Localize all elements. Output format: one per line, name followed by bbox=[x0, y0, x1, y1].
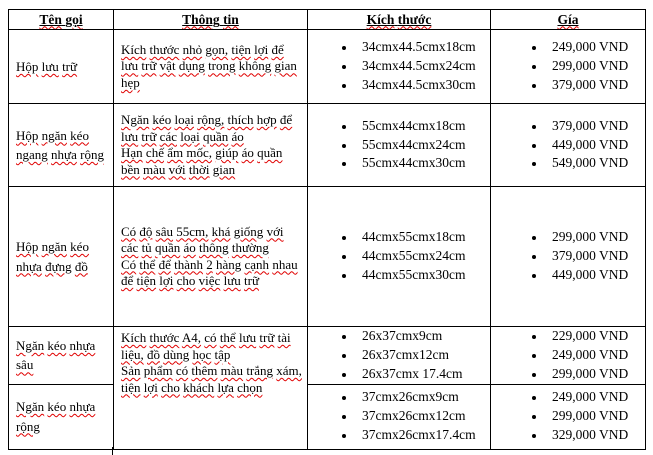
size-item: • 26x37cmx 17.4cm bbox=[356, 365, 490, 384]
size-item: • 34cmx44.5cmx18cm bbox=[356, 38, 490, 57]
product-info bbox=[114, 30, 308, 104]
price-item: • 379,000 VND bbox=[546, 76, 645, 95]
column-header-size: Kích thước bbox=[308, 10, 491, 30]
info-paragraph: Kích thước A4, có thể lưu trữ tài liệu, đồ dùng học tập bbox=[121, 330, 291, 362]
price-item: • 249,000 VND bbox=[546, 346, 645, 365]
price-item: • 249,000 VND bbox=[546, 388, 645, 407]
size-item: • 34cmx44.5cmx24cm bbox=[356, 57, 490, 76]
column-header-price: Gía bbox=[491, 10, 646, 30]
header-row bbox=[9, 10, 646, 30]
product-info bbox=[114, 187, 308, 327]
price-list bbox=[491, 38, 645, 95]
size-item: • 37cmx26cmx9cm bbox=[356, 388, 490, 407]
size-item: • 34cmx44.5cmx30cm bbox=[356, 76, 490, 95]
size-item: • 37cmx26cmx17.4cm bbox=[356, 426, 490, 445]
product-prices bbox=[491, 327, 646, 385]
table-row bbox=[9, 187, 646, 327]
size-list bbox=[308, 327, 490, 384]
product-sizes bbox=[308, 384, 491, 449]
price-item: • 299,000 VND bbox=[546, 228, 645, 247]
size-list bbox=[308, 38, 490, 95]
size-item: • 37cmx26cmx12cm bbox=[356, 407, 490, 426]
price-item: • 449,000 VND bbox=[546, 136, 645, 155]
size-list bbox=[308, 388, 490, 445]
price-item: • 379,000 VND bbox=[546, 247, 645, 266]
size-item: • 44cmx55cmx18cm bbox=[356, 228, 490, 247]
table-row bbox=[9, 384, 646, 449]
price-list bbox=[491, 388, 645, 445]
size-item: • 44cmx55cmx30cm bbox=[356, 266, 490, 285]
size-item: • 55cmx44cmx24cm bbox=[356, 136, 490, 155]
price-item: • 249,000 VND bbox=[546, 38, 645, 57]
column-header-name: Tên gọi bbox=[9, 10, 114, 30]
table-row bbox=[9, 327, 646, 385]
size-list bbox=[308, 117, 490, 174]
info-paragraph: Hạn chế ẩm mốc, giúp áo quần bền màu với thời gian bbox=[121, 145, 283, 177]
info-paragraph: Có độ sâu 55cm, khá giống với các tủ quần áo thông thường bbox=[121, 223, 284, 255]
info-paragraph: Ngăn kéo loại rộng, thích hợp để lưu trữ các loại quần áo bbox=[121, 112, 293, 144]
product-sizes bbox=[308, 30, 491, 104]
product-prices bbox=[491, 384, 646, 449]
price-list bbox=[491, 327, 645, 384]
price-item: • 329,000 VND bbox=[546, 426, 645, 445]
product-sizes bbox=[308, 187, 491, 327]
product-prices bbox=[491, 104, 646, 187]
product-prices bbox=[491, 30, 646, 104]
column-header-info: Thông tin bbox=[114, 10, 308, 30]
table-row bbox=[9, 104, 646, 187]
size-item: • 26x37cmx9cm bbox=[356, 327, 490, 346]
product-name: Hộp ngăn kéo ngang nhựa rộng bbox=[9, 104, 114, 187]
price-item: • 379,000 VND bbox=[546, 117, 645, 136]
product-prices bbox=[491, 187, 646, 327]
product-sizes bbox=[308, 327, 491, 385]
product-name: Ngăn kéo nhựa sâu bbox=[9, 327, 114, 385]
size-item: • 55cmx44cmx30cm bbox=[356, 154, 490, 173]
info-paragraph: Có thể để thành 2 hàng cạnh nhau để tiện lợi cho việc lưu trữ bbox=[121, 256, 298, 288]
info-paragraph: Sản phẩm có thêm màu trắng xám, tiện lợi cho khách lựa chọn bbox=[121, 363, 302, 395]
price-item: • 299,000 VND bbox=[546, 57, 645, 76]
size-item: • 44cmx55cmx24cm bbox=[356, 247, 490, 266]
size-item: • 55cmx44cmx18cm bbox=[356, 117, 490, 136]
price-item: • 549,000 VND bbox=[546, 154, 645, 173]
product-name: Ngăn kéo nhựa rộng bbox=[9, 384, 114, 449]
size-list bbox=[308, 228, 490, 285]
info-paragraph: Kích thước nhỏ gọn, tiện lợi để lưu trữ vật dụng trong không gian hẹp bbox=[121, 41, 297, 90]
price-item: • 299,000 VND bbox=[546, 365, 645, 384]
size-item: • 26x37cmx12cm bbox=[356, 346, 490, 365]
product-info bbox=[114, 104, 308, 187]
price-item: • 299,000 VND bbox=[546, 407, 645, 426]
price-list bbox=[491, 117, 645, 174]
cell-border-stub bbox=[112, 447, 113, 455]
price-item: • 449,000 VND bbox=[546, 266, 645, 285]
product-name: Hộp ngăn kéo nhựa đựng đồ bbox=[9, 187, 114, 327]
product-sizes bbox=[308, 104, 491, 187]
price-item: • 229,000 VND bbox=[546, 327, 645, 346]
product-info-spanned bbox=[114, 327, 308, 450]
table-row bbox=[9, 30, 646, 104]
product-table bbox=[8, 9, 646, 450]
price-list bbox=[491, 228, 645, 285]
product-name: Hộp lưu trữ bbox=[9, 30, 114, 104]
